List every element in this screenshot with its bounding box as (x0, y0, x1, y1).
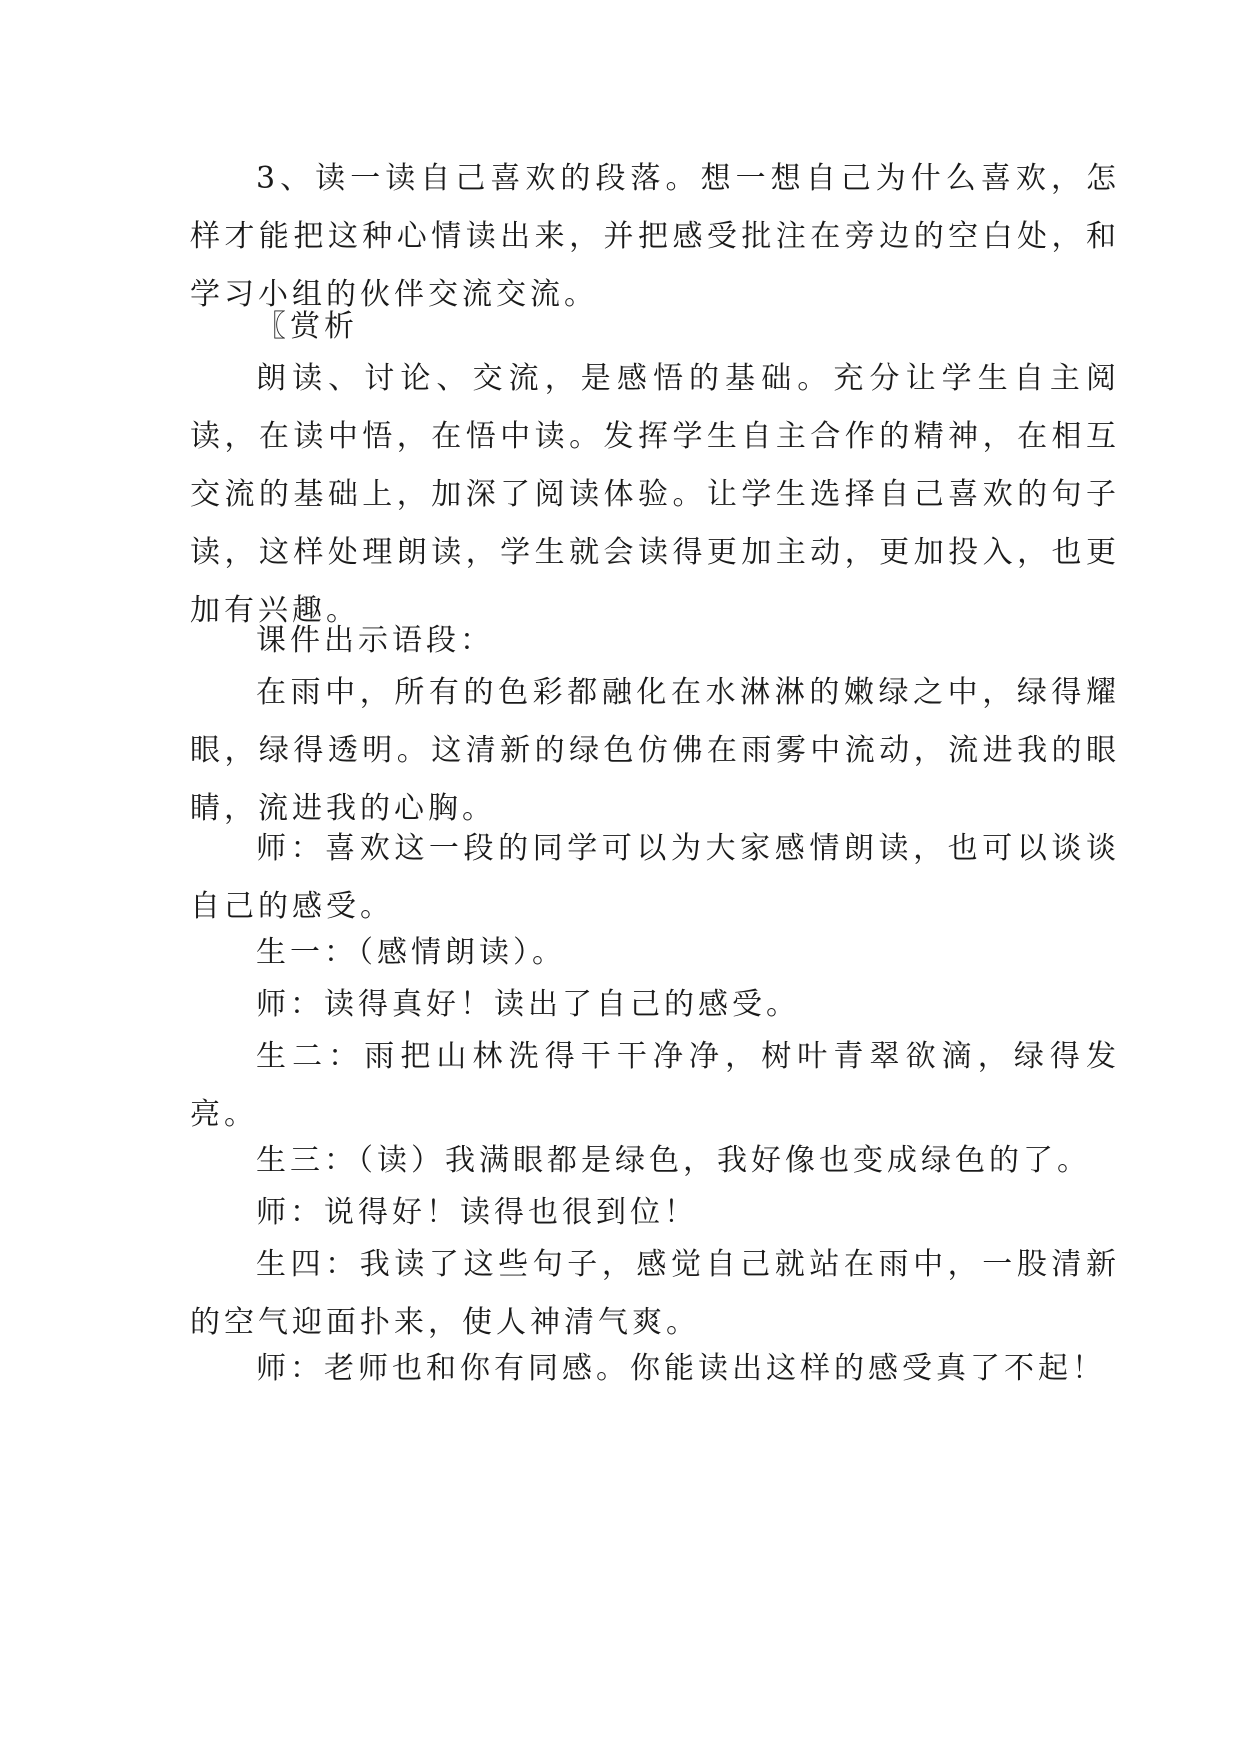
paragraph-teacher-2: 师：读得真好！读出了自己的感受。 (256, 987, 800, 1022)
paragraph-teacher-4: 师：老师也和你有同感。你能读出这样的感受真了不起！ (256, 1351, 1106, 1386)
paragraph-student-4: 生四：我读了这些句子，感觉自己就站在雨中，一股清新的空气迎面扑来，使人神清气爽。 (190, 1247, 1120, 1340)
paragraph-reading-task: 3、读一读自己喜欢的段落。想一想自己为什么喜欢，怎样才能把这种心情读出来，并把感受批注在旁边的空白处，和学习小组的伙伴交流交流。 (190, 161, 1120, 312)
paragraph-appreciation-body: 朗读、讨论、交流，是感悟的基础。充分让学生自主阅读，在读中悟，在悟中读。发挥学生自主合作的精神，在相互交流的基础上，加深了阅读体验。让学生选择自己喜欢的句子读，这样处理朗读，学生就会读得更加主动，更加投入，也更加有兴趣。 (190, 361, 1120, 628)
paragraph-teacher-3: 师：说得好！读得也很到位！ (256, 1195, 698, 1230)
paragraph-student-1: 生一：（感情朗读）。 (256, 935, 566, 970)
paragraph-appreciation-heading: 〖赏析 (256, 309, 358, 344)
paragraph-student-2: 生二：雨把山林洗得干干净净，树叶青翠欲滴，绿得发亮。 (190, 1039, 1120, 1132)
paragraph-courseware-intro: 课件出示语段： (256, 623, 494, 658)
paragraph-student-3: 生三：（读）我满眼都是绿色，我好像也变成绿色的了。 (256, 1143, 1091, 1178)
paragraph-teacher-1: 师：喜欢这一段的同学可以为大家感情朗读，也可以谈谈自己的感受。 (190, 831, 1120, 924)
paragraph-quoted-passage: 在雨中，所有的色彩都融化在水淋淋的嫩绿之中，绿得耀眼，绿得透明。这清新的绿色仿佛在雨雾中流动，流进我的眼睛，流进我的心胸。 (190, 675, 1120, 826)
